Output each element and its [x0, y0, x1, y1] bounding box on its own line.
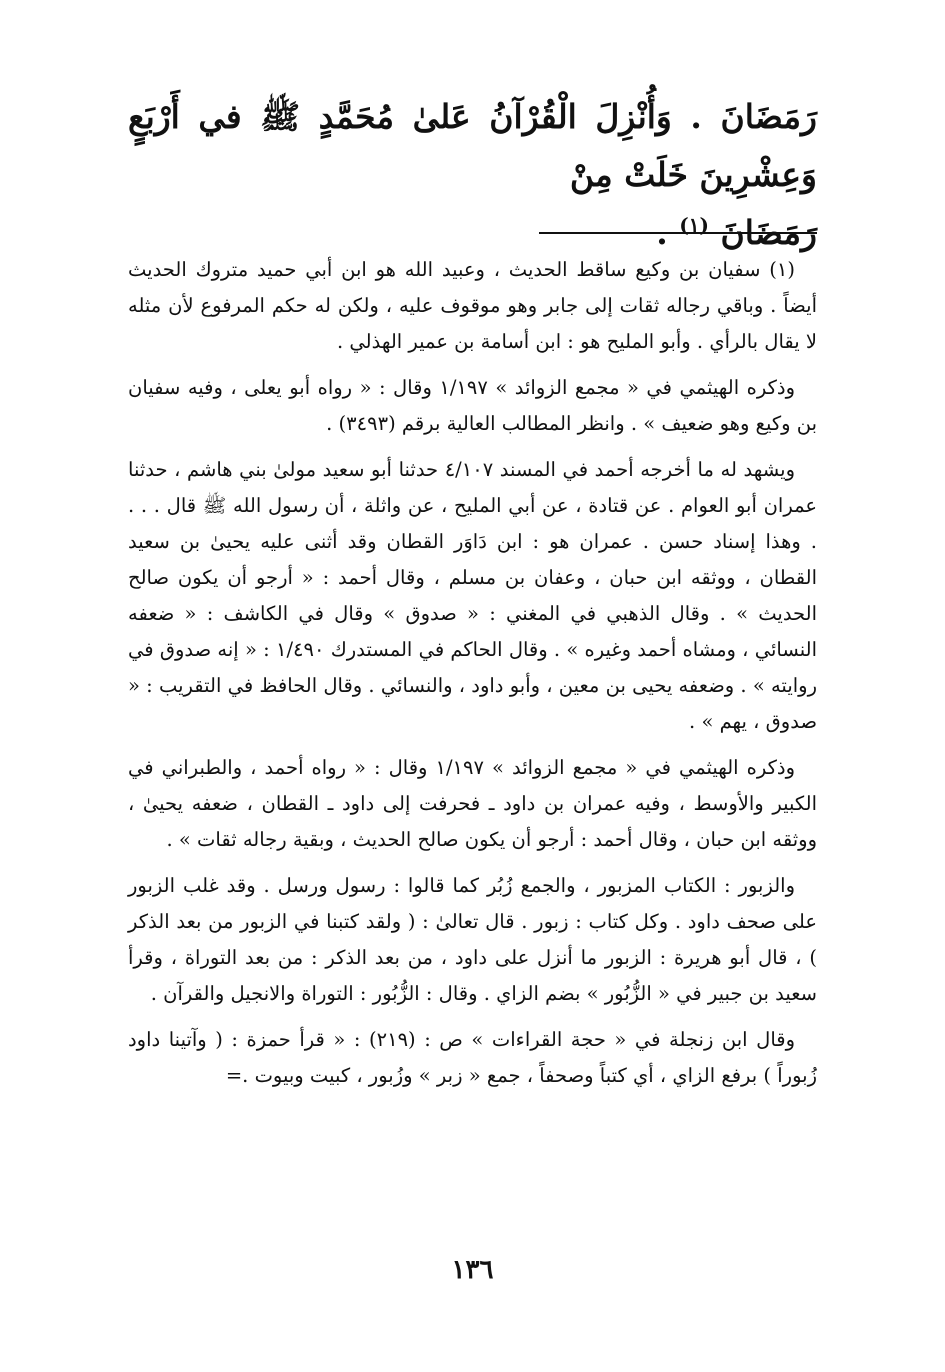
footnote-paragraph: وذكره الهيثمي في « مجمع الزوائد » ١/١٩٧ وقال : « رواه أبو يعلى ، وفيه سفيان بن وكيع وهو ضعيف » . وانظر المطالب العالية برقم (٣٤٩٣) . [128, 376, 817, 435]
main-text-line-1-content: رَمَضَانَ . وَأُنْزِلَ الْقُرْآنُ عَلىٰ مُحَمَّدٍ ﷺ في أَرْبَعٍ وَعِشْرِينَ خَلَتْ مِنْ [128, 97, 817, 194]
main-text-line-2-end: . [656, 213, 680, 252]
main-text-line-2-content: رَمَضَانَ [720, 213, 817, 252]
main-text-block [128, 88, 817, 262]
footnote-paragraph: وقال ابن زنجلة في « حجة القراءات » ص : (٢١٩) : « قرأ حمزة : ( وآتينا داود زُبوراً ) برفع الزاي ، أي كتباً وصحفاً ، جمع « زبر » وزُبور ، كبيت وبيوت .= [128, 1028, 817, 1087]
footnote-paragraph: ويشهد له ما أخرجه أحمد في المسند ٤/١٠٧ حدثنا أبو سعيد مولىٰ بني هاشم ، حدثنا عمران أبو العوام . عن قتادة ، عن أبي المليح ، عن واثلة ، أن رسول الله ﷺ قال . . . . وهذا إسناد حسن . عمران هو : ابن دَاوَر القطان وقد أثنى عليه يحيىٰ بن سعيد القطان ، ووثقه ابن حبان ، وعفان بن مسلم ، وقال أحمد : « أرجو أن يكون صالح الحديث » . وقال الذهبي في المغني : « صدوق » وقال في الكاشف : « ضعفه النسائي ، ومشاه أحمد وغيره » . وقال الحاكم في المستدرك ١/٤٩٠ : « إنه صدوق في روايته » . وضعفه يحيى بن معين ، وأبو داود ، والنسائي . وقال الحافظ في التقريب : « صدوق ، يهم » . [128, 458, 817, 733]
footnotes-block [128, 252, 817, 1104]
footnote-paragraph: وذكره الهيثمي في « مجمع الزوائد » ١/١٩٧ وقال : « رواه أحمد ، والطبراني في الكبير والأوسط ، وفيه عمران بن داود ـ فحرفت إلى داود ـ القطان ، ضعفه يحيىٰ ، ووثقه ابن حبان ، وقال أحمد : أرجو أن يكون صالح الحديث ، وبقية رجاله ثقات » . [128, 756, 817, 851]
footnote-separator [539, 232, 817, 234]
footnote-marker: (١) [679, 213, 709, 237]
footnote-paragraph: والزبور : الكتاب المزبور ، والجمع زُبُر كما قالوا : رسول ورسل . وقد غلب الزبور على صحف داود . وكل كتاب : زبور . قال تعالىٰ : ( ولقد كتبنا في الزبور من بعد الذكر ) ، قال أبو هريرة : الزبور ما أنزل على داود ، من بعد الذكر : من بعد التوراة ، وقرأ سعيد بن جبير في « الزُّبُور » بضم الزاي . وقال : الزُّبُور : التوراة والانجيل والقرآن . [128, 874, 817, 1005]
footnote-paragraph: (١) سفيان بن وكيع ساقط الحديث ، وعبيد الله هو ابن أبي حميد متروك الحديث أيضاً . وباقي رجاله ثقات إلى جابر وهو موقوف عليه ، ولكن له حكم المرفوع لأن مثله لا يقال بالرأي . وأبو المليح هو : ابن أسامة بن عمير الهذلي . [128, 258, 817, 353]
main-text-line-1 [128, 88, 817, 204]
page-number: ١٣٦ [451, 1255, 494, 1285]
